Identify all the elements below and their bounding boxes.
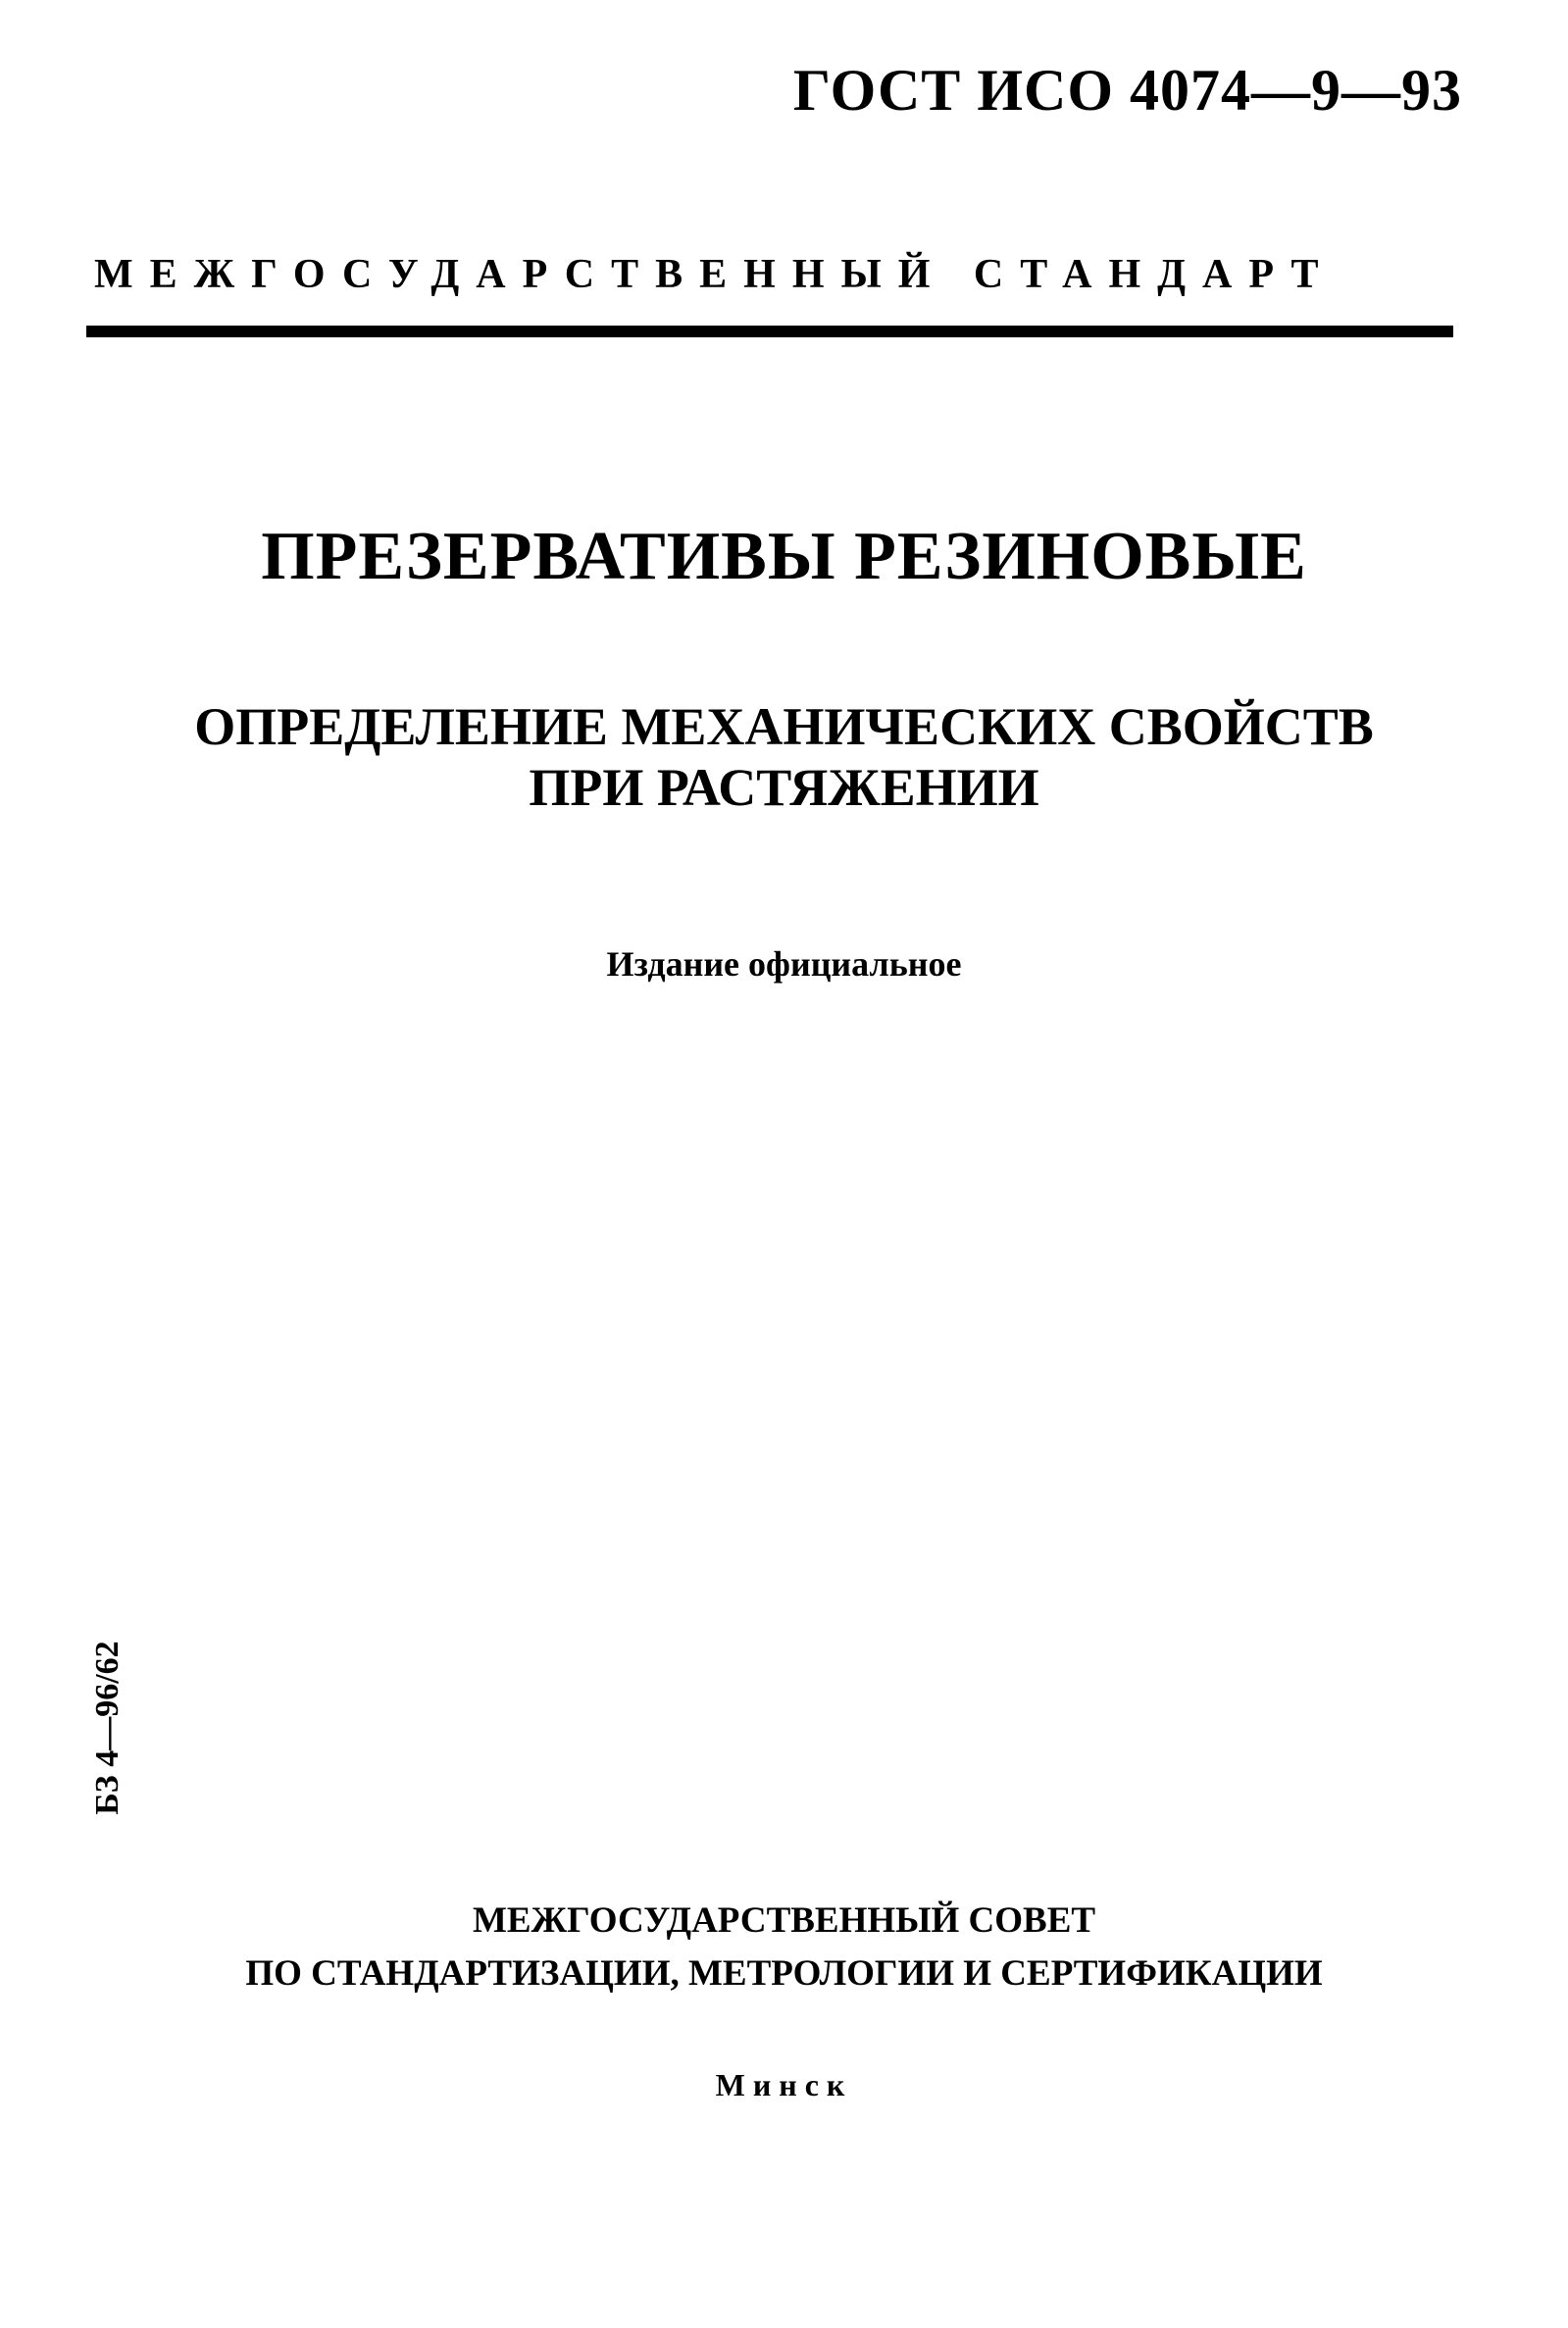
edition-label: Издание официальное: [606, 944, 962, 984]
standard-type-heading: МЕЖГОСУДАРСТВЕННЫЙ СТАНДАРТ: [94, 252, 1336, 297]
side-catalog-code: БЗ 4—96/62: [89, 1641, 126, 1815]
header-divider: [86, 326, 1453, 337]
publisher-line-1: МЕЖГОСУДАРСТВЕННЫЙ СОВЕТ: [472, 1900, 1096, 1941]
publisher-line-2: ПО СТАНДАРТИЗАЦИИ, МЕТРОЛОГИИ И СЕРТИФИКАЦИИ: [245, 1953, 1323, 1994]
standard-number: ГОСТ ИСО 4074—9—93: [792, 58, 1462, 123]
subtitle-line-1: ОПРЕДЕЛЕНИЕ МЕХАНИЧЕСКИХ СВОЙСТВ: [194, 697, 1374, 756]
subtitle-line-2: ПРИ РАСТЯЖЕНИИ: [529, 758, 1039, 817]
document-title: ПРЕЗЕРВАТИВЫ РЕЗИНОВЫЕ: [261, 519, 1307, 594]
publisher-block: [0, 1895, 1568, 2000]
publication-city: Минск: [715, 2067, 853, 2102]
document-subtitle: [0, 696, 1568, 818]
